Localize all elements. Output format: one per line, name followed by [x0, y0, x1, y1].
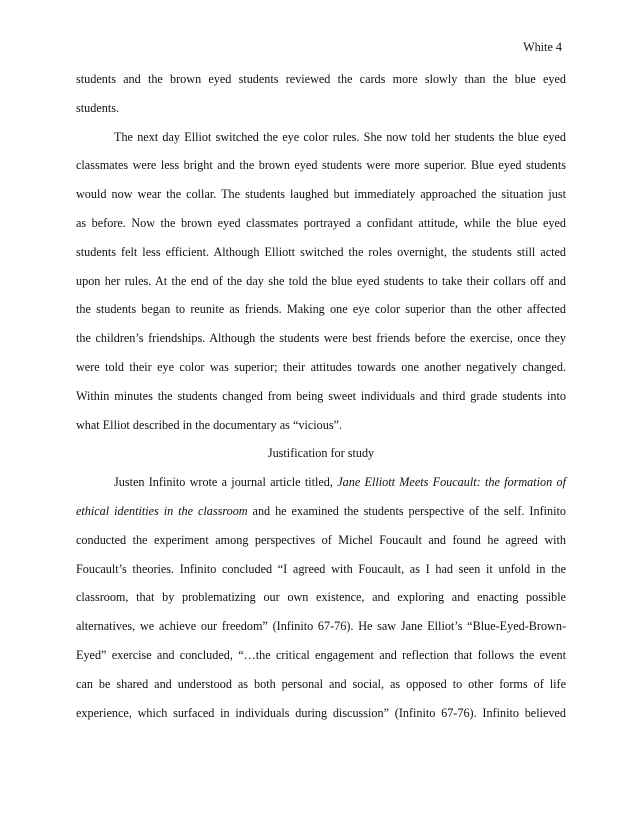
running-head: White 4 — [523, 40, 562, 54]
paragraph-line: Eyed” exercise and concluded, “…the critical engagement and reflection that follows the event — [76, 647, 566, 662]
paragraph-line: classmates were less bright and the brown eyed students were more superior. Blue eyed students — [76, 158, 566, 173]
paragraph-line: experience, which surfaced in individuals during discussion” (Infinito 67-76). Infinito believed — [76, 705, 566, 720]
line-text: and he examined the students perspective of the self. Infinito — [247, 503, 566, 518]
paragraph-line: students and the brown eyed students reviewed the cards more slowly than the blue eyed — [76, 72, 566, 86]
section-heading: Justification for study — [267, 446, 375, 461]
paragraph-line — [76, 473, 566, 502]
paragraph-line: conducted the experiment among perspectives of Michel Foucault and found he agreed with — [76, 532, 566, 547]
paragraph-line: would now wear the collar. The students laughed but immediately approached the situation just — [76, 187, 566, 202]
paragraph-line: can be shared and understood as both personal and social, as opposed to other forms of life — [76, 676, 566, 691]
article-title: Jane Elliott Meets Foucault: the formation of — [337, 475, 566, 490]
paragraph-line: upon her rules. At the end of the day she told the blue eyed students to take their collars off and — [76, 273, 566, 288]
paragraph-line: Foucault’s theories. Infinito concluded “I agreed with Foucault, as I had seen it unfold in the — [76, 561, 566, 576]
paragraph-line: the students began to reunite as friends. Making one eye color superior than the other affected — [76, 302, 566, 317]
paragraph-line: students. — [76, 100, 119, 115]
paragraph-line: alternatives, we achieve our freedom” (Infinito 67-76). He saw Jane Elliot’s “Blue-Eyed-Brown- — [76, 619, 566, 634]
paragraph-line: students felt less efficient. Although Elliott switched the roles overnight, the students still acted — [76, 244, 566, 259]
paragraph-line: Within minutes the students changed from being sweet individuals and third grade students into — [76, 388, 566, 403]
paragraph-line: as before. Now the brown eyed classmates portrayed a confidant attitude, while the blue eyed — [76, 215, 566, 230]
paragraph-line — [76, 502, 566, 531]
paragraph-line: the children’s friendships. Although the students were best friends before the exercise, once they — [76, 331, 566, 346]
article-title-cont: ethical identities in the classroom — [76, 503, 248, 518]
line-text: Justen Infinito wrote a journal article titled, — [114, 475, 338, 490]
body-text — [76, 70, 566, 732]
paragraph-line: what Elliot described in the documentary as “vicious”. — [76, 417, 343, 432]
paragraph-line: The next day Elliot switched the eye color rules. She now told her students the blue eyed — [114, 129, 566, 144]
paragraph-line: classroom, that by problematizing our own existence, and exploring and enacting possible — [76, 590, 566, 605]
paragraph-line: were told their eye color was superior; their attitudes towards one another negatively changed. — [76, 359, 566, 374]
